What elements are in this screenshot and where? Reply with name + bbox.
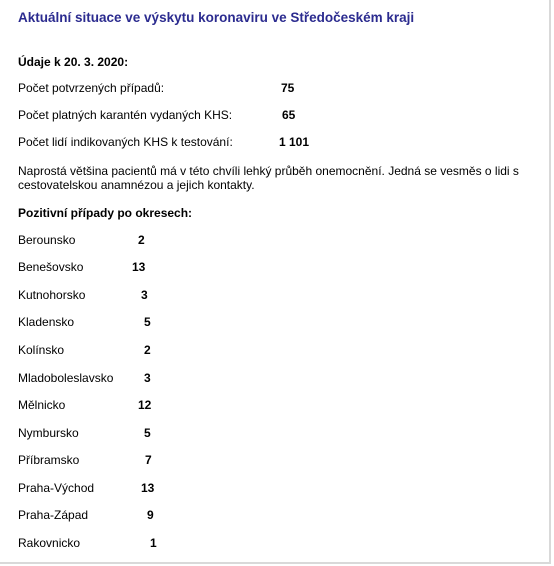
district-name: Mladoboleslavsko xyxy=(18,371,114,385)
district-name: Příbramsko xyxy=(18,453,80,467)
district-count: 7 xyxy=(145,453,152,467)
district-name: Nymbursko xyxy=(18,426,79,440)
district-row xyxy=(18,233,218,249)
district-row xyxy=(18,508,218,524)
district-name: Praha-Východ xyxy=(18,481,95,495)
district-row xyxy=(18,371,218,387)
district-name: Rakovnicko xyxy=(18,536,81,550)
district-count: 12 xyxy=(138,398,152,412)
stat-value: 1 101 xyxy=(279,135,310,149)
district-row xyxy=(18,536,218,552)
district-row xyxy=(18,260,218,276)
district-row xyxy=(18,343,218,359)
district-count: 1 xyxy=(150,536,157,550)
district-count: 5 xyxy=(144,426,151,440)
district-count: 3 xyxy=(144,371,151,385)
district-name: Kolínsko xyxy=(18,343,65,357)
stat-row-confirmed xyxy=(18,81,538,97)
district-count: 2 xyxy=(144,343,151,357)
district-row xyxy=(18,398,218,414)
stat-label: Počet potvrzených případů: xyxy=(18,81,165,95)
date-line: Údaje k 20. 3. 2020: xyxy=(18,55,129,69)
stat-row-quarantines xyxy=(18,108,538,124)
district-count: 13 xyxy=(132,260,146,274)
stat-label: Počet lidí indikovaných KHS k testování: xyxy=(18,135,233,149)
district-name: Praha-Západ xyxy=(18,508,89,522)
stat-row-tested xyxy=(18,135,538,151)
district-count: 13 xyxy=(141,481,155,495)
district-row xyxy=(18,453,218,469)
district-count: 9 xyxy=(147,508,154,522)
district-row xyxy=(18,426,218,442)
note-text: Naprostá většina pacientů má v této chvíli lehký průběh onemocnění. Jedná se vesměs o lidi s cestovatelskou anamnézou a jejich kontakty. xyxy=(18,164,519,192)
stat-value: 65 xyxy=(282,108,296,122)
page-title: Aktuální situace ve výskytu koronaviru ve Středočeském kraji xyxy=(18,10,415,25)
districts-heading: Pozitivní případy po okresech: xyxy=(18,206,193,220)
district-count: 2 xyxy=(138,233,145,247)
stat-value: 75 xyxy=(281,81,295,95)
district-name: Benešovsko xyxy=(18,260,84,274)
district-count: 5 xyxy=(144,315,151,329)
district-name: Berounsko xyxy=(18,233,76,247)
district-name: Kladensko xyxy=(18,315,75,329)
district-row xyxy=(18,481,218,497)
district-row xyxy=(18,315,218,331)
district-count: 3 xyxy=(141,288,148,302)
stat-label: Počet platných karantén vydaných KHS: xyxy=(18,108,233,122)
district-name: Mělnicko xyxy=(18,398,66,412)
district-name: Kutnohorsko xyxy=(18,288,86,302)
district-row xyxy=(18,288,218,304)
